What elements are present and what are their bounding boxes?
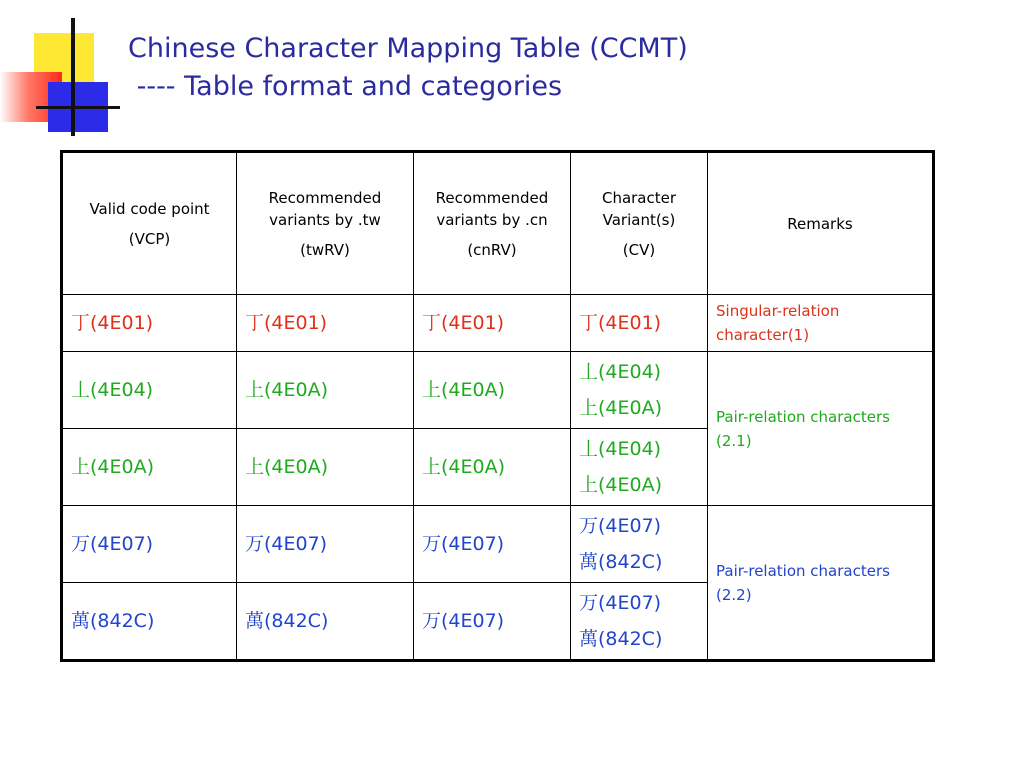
cell-cv-item: 万(4E07) [579,515,662,537]
cell-cv [571,583,708,661]
header-cnrv-label: Recommended variants by .cn [435,188,549,229]
table-row [62,295,934,352]
table-header-row [62,152,934,295]
cell-cv [571,352,708,429]
remark-line: Singular-relation [716,302,840,320]
cell-vcp: 丁(4E01) [62,295,237,352]
remark-line: (2.2) [716,585,752,604]
cell-twrv: 萬(842C) [237,583,414,661]
remark-line: character(1) [716,326,810,344]
cell-cv [571,506,708,583]
cell-cnrv: 上(4E0A) [414,352,571,429]
header-vcp-abbr: (VCP) [128,229,171,248]
cell-cv [571,295,708,352]
logo-horizontal-line [36,106,120,109]
header-twrv [237,152,414,295]
cell-twrv: 上(4E0A) [237,352,414,429]
slide-title-line1: Chinese Character Mapping Table (CCMT) [128,33,688,64]
remark-line: Pair-relation characters [716,407,890,426]
remark-line: (2.1) [716,431,752,450]
ccmt-table [60,150,935,662]
cell-cnrv: 万(4E07) [414,583,571,661]
cell-twrv: 万(4E07) [237,506,414,583]
cell-cv-item: 丄(4E04) [579,361,662,383]
header-cv [571,152,708,295]
header-vcp-label: Valid code point [89,199,210,218]
slide-title-line2: ---- Table format and categories [128,71,563,102]
cell-remark-pair-2-2 [708,506,934,661]
cell-twrv: 丁(4E01) [237,295,414,352]
header-twrv-abbr: (twRV) [300,240,350,259]
cell-cv-item: 萬(842C) [579,628,663,650]
cell-cv [571,429,708,506]
header-remarks-label: Remarks [787,214,853,233]
slide-title [128,30,688,106]
cell-cv-item: 上(4E0A) [579,474,663,496]
cell-cv-item: 万(4E07) [579,592,662,614]
cell-cv-item: 萬(842C) [579,551,663,573]
cell-vcp: 万(4E07) [62,506,237,583]
cell-vcp: 丄(4E04) [62,352,237,429]
cell-cv-item: 丄(4E04) [579,438,662,460]
header-cnrv-abbr: (cnRV) [467,240,517,259]
header-cv-abbr: (CV) [622,240,656,259]
header-twrv-label: Recommended variants by .tw [268,188,382,229]
header-remarks [708,152,934,295]
header-cv-label: Character Variant(s) [601,188,677,229]
cell-remark-pair-2-1 [708,352,934,506]
cell-remark-singular [708,295,934,352]
cell-cnrv: 上(4E0A) [414,429,571,506]
cell-vcp: 上(4E0A) [62,429,237,506]
remark-line: Pair-relation characters [716,561,890,580]
header-cnrv [414,152,571,295]
cell-cv-item: 上(4E0A) [579,397,663,419]
cell-twrv: 上(4E0A) [237,429,414,506]
logo-vertical-line [71,18,75,136]
cell-cnrv: 万(4E07) [414,506,571,583]
cell-cv-item: 丁(4E01) [579,312,662,334]
header-vcp [62,152,237,295]
table-row [62,506,934,583]
cell-vcp: 萬(842C) [62,583,237,661]
cell-cnrv: 丁(4E01) [414,295,571,352]
table-row [62,352,934,429]
